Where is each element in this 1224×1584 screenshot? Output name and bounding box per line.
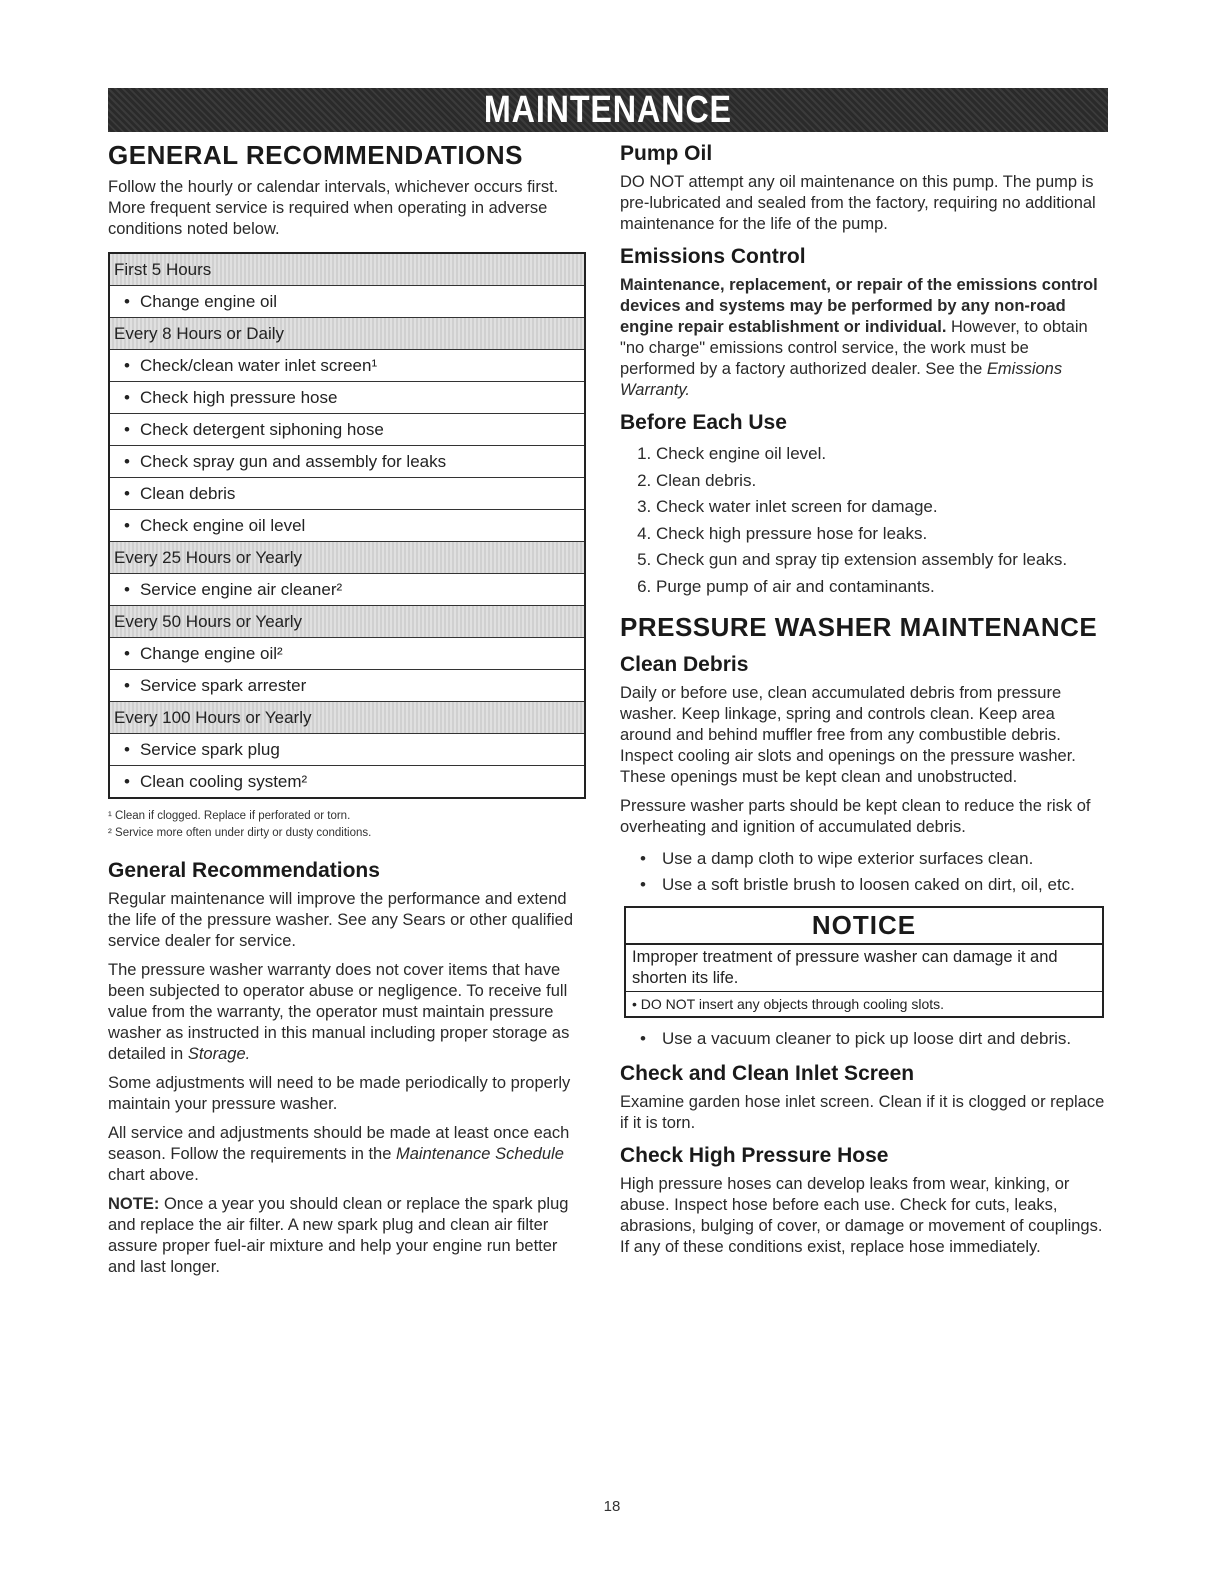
- list-item: • Use a vacuum cleaner to pick up loose dirt and debris.: [642, 1026, 1108, 1052]
- before-each-use-heading: Before Each Use: [620, 411, 787, 434]
- schedule-item: • Check spray gun and assembly for leaks: [109, 446, 585, 478]
- schedule-item: • Check high pressure hose: [109, 382, 585, 414]
- emissions-bold-text: Maintenance, replacement, or repair of the emissions control devices and systems may be performed by any non-road engine repair establishment or individual.: [620, 276, 1098, 336]
- clean-debris-paragraph-2: Pressure washer parts should be kept clean to reduce the risk of overheating and ignition of accumulated debris.: [620, 797, 1091, 836]
- right-column: [620, 140, 1108, 1266]
- paragraph-adjustments: Some adjustments will need to be made periodically to properly maintain your pressure washer.: [108, 1074, 571, 1113]
- schedule-item: • Change engine oil: [109, 286, 585, 318]
- notice-item: • DO NOT insert any objects through cooling slots.: [632, 996, 945, 1012]
- maintenance-schedule-reference: Maintenance Schedule: [396, 1145, 564, 1163]
- notice-item-text: DO NOT insert any objects through cooling slots.: [640, 996, 945, 1012]
- list-item: • Use a soft bristle brush to loosen caked on dirt, oil, etc.: [642, 872, 1108, 898]
- list-item: 6. Purge pump of air and contaminants.: [656, 574, 1108, 601]
- schedule-interval-header: First 5 Hours: [109, 253, 585, 286]
- notice-box: [624, 906, 1104, 1018]
- clean-debris-heading: Clean Debris: [620, 653, 749, 676]
- before-each-use-list: [620, 441, 1108, 600]
- notice-text: Improper treatment of pressure washer can damage it and shorten its life.: [626, 945, 1102, 992]
- note-text: Once a year you should clean or replace the spark plug and replace the air filter. A new spark plug and clean air filter assure proper fuel-air mixture and help your engine run better and last longer.: [108, 1195, 569, 1276]
- warranty-text: The pressure washer warranty does not cover items that have been subjected to operator abuse or negligence. To receive full value from the warranty, the operator must maintain pressure washer as instructed in this manual including proper storage as detailed in: [108, 961, 570, 1063]
- schedule-interval-header: Every 50 Hours or Yearly: [109, 606, 585, 638]
- schedule-item: • Service engine air cleaner²: [109, 574, 585, 606]
- service-text-end: chart above.: [108, 1166, 199, 1184]
- paragraph-warranty: [108, 960, 588, 1065]
- emissions-normal-text: However, to obtain "no charge" emissions control service, the work must be performed by a factory authorized dealer. See the: [620, 318, 1088, 378]
- section-banner: [108, 88, 1108, 132]
- clean-debris-bullets: [620, 846, 1108, 898]
- inlet-screen-heading: Check and Clean Inlet Screen: [620, 1062, 915, 1085]
- schedule-item: • Change engine oil²: [109, 638, 585, 670]
- paragraph-note: [108, 1194, 588, 1278]
- pump-oil-heading: Pump Oil: [620, 142, 713, 165]
- list-item: 2. Clean debris.: [656, 468, 1108, 495]
- footnote-2: ² Service more often under dirty or dusty conditions.: [108, 827, 372, 839]
- schedule-item: • Clean cooling system²: [109, 766, 585, 799]
- schedule-item: • Service spark arrester: [109, 670, 585, 702]
- left-column: [108, 140, 588, 1286]
- intro-text: Follow the hourly or calendar intervals, whichever occurs first. More frequent service is required when operating in adverse conditions noted below.: [108, 178, 559, 238]
- schedule-item: • Check/clean water inlet screen¹: [109, 350, 585, 382]
- clean-debris-paragraph-1: Daily or before use, clean accumulated debris from pressure washer. Keep linkage, spring and controls clean. Keep area around and behind muffler free from any combustible debris. Inspect cooling air slots and openings on the pressure washer. These openings must be kept clean and unobstructed.: [620, 684, 1076, 786]
- emissions-control-heading: Emissions Control: [620, 245, 806, 268]
- high-pressure-hose-heading: Check High Pressure Hose: [620, 1144, 889, 1167]
- pump-oil-text: DO NOT attempt any oil maintenance on this pump. The pump is pre-lubricated and sealed from the factory, requiring no additional maintenance for the life of the pump.: [620, 173, 1096, 233]
- high-pressure-hose-text: High pressure hoses can develop leaks from wear, kinking, or abuse. Inspect hose before each use. Check for cuts, leaks, abrasions, bulging of cover, or damage or movement of couplings. If any of these conditions exist, replace hose immediately.: [620, 1175, 1103, 1256]
- list-item: 1. Check engine oil level.: [656, 441, 1108, 468]
- paragraph-service: [108, 1123, 588, 1186]
- emissions-warranty-reference: Emissions Warranty.: [620, 360, 1063, 399]
- pressure-washer-maintenance-heading: PRESSURE WASHER MAINTENANCE: [620, 612, 1098, 642]
- general-recommendations-heading: GENERAL RECOMMENDATIONS: [108, 140, 523, 170]
- banner-title: MAINTENANCE: [483, 88, 733, 131]
- vacuum-bullet-list: [620, 1026, 1108, 1052]
- storage-reference: Storage.: [187, 1045, 251, 1063]
- maintenance-schedule-table: [108, 252, 586, 799]
- schedule-interval-header: Every 8 Hours or Daily: [109, 318, 585, 350]
- schedule-item: • Service spark plug: [109, 734, 585, 766]
- schedule-item: • Check engine oil level: [109, 510, 585, 542]
- schedule-item: • Clean debris: [109, 478, 585, 510]
- list-item: 4. Check high pressure hose for leaks.: [656, 521, 1108, 548]
- list-item: • Use a damp cloth to wipe exterior surfaces clean.: [642, 846, 1108, 872]
- schedule-item: • Check detergent siphoning hose: [109, 414, 585, 446]
- schedule-interval-header: Every 100 Hours or Yearly: [109, 702, 585, 734]
- page-number: 18: [603, 1498, 621, 1515]
- list-item: 5. Check gun and spray tip extension assembly for leaks.: [656, 547, 1108, 574]
- general-recommendations-subheading: General Recommendations: [108, 859, 380, 882]
- note-label: NOTE:: [108, 1195, 160, 1213]
- footnote-1: ¹ Clean if clogged. Replace if perforated or torn.: [108, 810, 351, 822]
- paragraph-performance: Regular maintenance will improve the performance and extend the life of the pressure washer. See any Sears or other qualified service dealer for service.: [108, 890, 574, 950]
- notice-title: NOTICE: [626, 908, 1102, 945]
- service-text: All service and adjustments should be made at least once each season. Follow the requirements in the: [108, 1124, 570, 1163]
- inlet-screen-text: Examine garden hose inlet screen. Clean if it is clogged or replace if it is torn.: [620, 1093, 1105, 1132]
- schedule-interval-header: Every 25 Hours or Yearly: [109, 542, 585, 574]
- emissions-text: [620, 275, 1108, 401]
- list-item: 3. Check water inlet screen for damage.: [656, 494, 1108, 521]
